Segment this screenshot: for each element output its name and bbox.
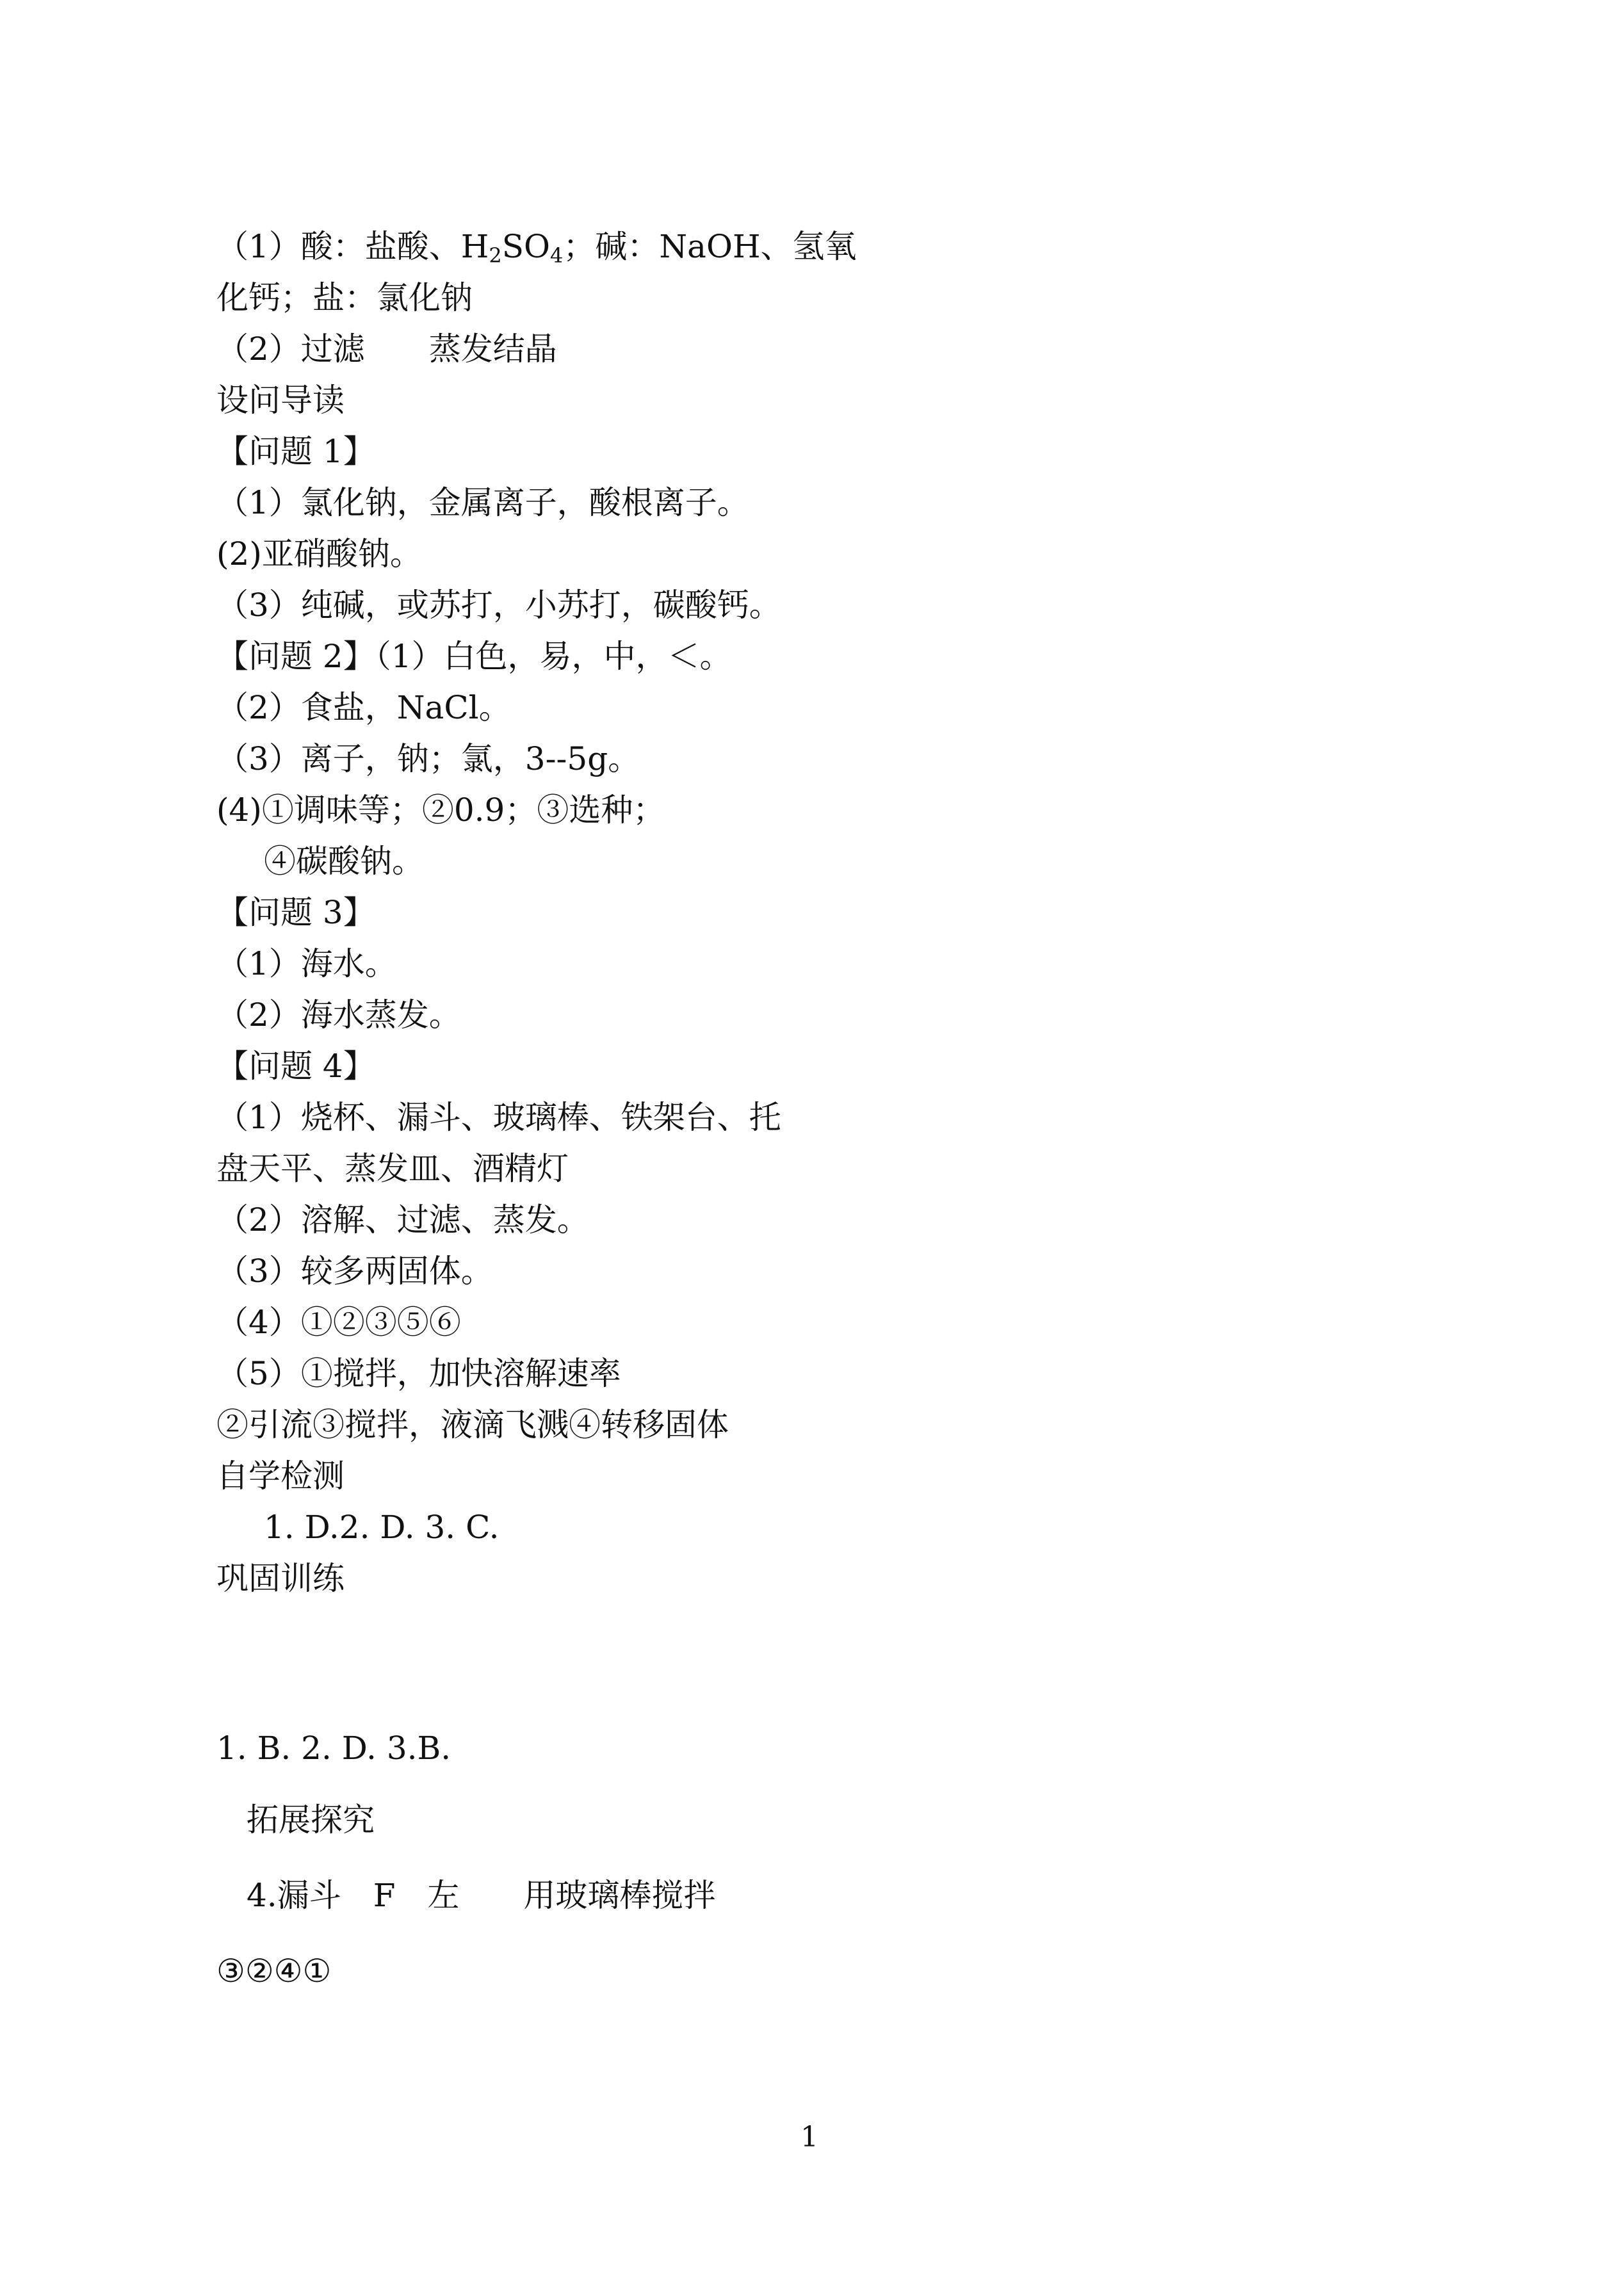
answer-line-23: （5）①搅拌，加快溶解速率: [216, 1355, 621, 1392]
answer-line-1: （1）酸：盐酸、$H_2SO_4$；碱：NaOH、氢氧: [216, 228, 857, 268]
answer-line-13: ④碳酸钠。: [264, 843, 424, 880]
self-test-answers: 1. D.2. D. 3. C.: [264, 1509, 499, 1546]
extension-answer-order: ③②④①: [216, 1952, 332, 1990]
question-4-heading: 【问题 4】: [216, 1048, 375, 1085]
answer-line-11: （3）离子，钠；氯，3--5g。: [216, 740, 640, 777]
question-3-heading: 【问题 3】: [216, 894, 375, 931]
answer-line-8: （3）纯碱，或苏打，小苏打，碳酸钙。: [216, 587, 781, 624]
practice-answers: 1. B. 2. D. 3.B.: [216, 1730, 451, 1767]
answer-line-15: （1）海水。: [216, 945, 397, 982]
page-number: 1: [800, 2121, 818, 2153]
section-heading-guide: 设问导读: [216, 382, 345, 419]
answer-line-3: （2）过滤 蒸发结晶: [216, 330, 557, 368]
section-heading-practice: 巩固训练: [216, 1560, 345, 1597]
question-2-line: 【问题 2】（1）白色，易，中，＜。: [216, 638, 732, 675]
answer-line-7: (2)亚硝酸钠。: [216, 535, 422, 572]
answer-line-22: （4）①②③⑤⑥: [216, 1304, 461, 1341]
answer-line-18: （1）烧杯、漏斗、玻璃棒、铁架台、托: [216, 1099, 781, 1136]
answer-line-6: （1）氯化钠，金属离子，酸根离子。: [216, 484, 749, 521]
answer-line-21: （3）较多两固体。: [216, 1253, 493, 1290]
extension-answer-4: 4.漏斗 F 左 用玻璃棒搅拌: [247, 1877, 716, 1914]
answer-line-16: （2）海水蒸发。: [216, 996, 461, 1034]
answer-line-12: (4)①调味等；②0.9；③选种；: [216, 791, 665, 829]
answer-line-19: 盘天平、蒸发皿、酒精灯: [216, 1150, 569, 1187]
question-1-heading: 【问题 1】: [216, 433, 375, 470]
answer-line-10: （2）食盐，NaCl。: [216, 689, 511, 726]
section-heading-self-test: 自学检测: [216, 1457, 345, 1495]
section-heading-extension: 拓展探究: [247, 1801, 375, 1838]
answer-line-24: ②引流③搅拌，液滴飞溅④转移固体: [216, 1406, 729, 1443]
answer-line-20: （2）溶解、过滤、蒸发。: [216, 1201, 589, 1238]
answer-line-2: 化钙；盐：氯化钠: [216, 279, 473, 316]
